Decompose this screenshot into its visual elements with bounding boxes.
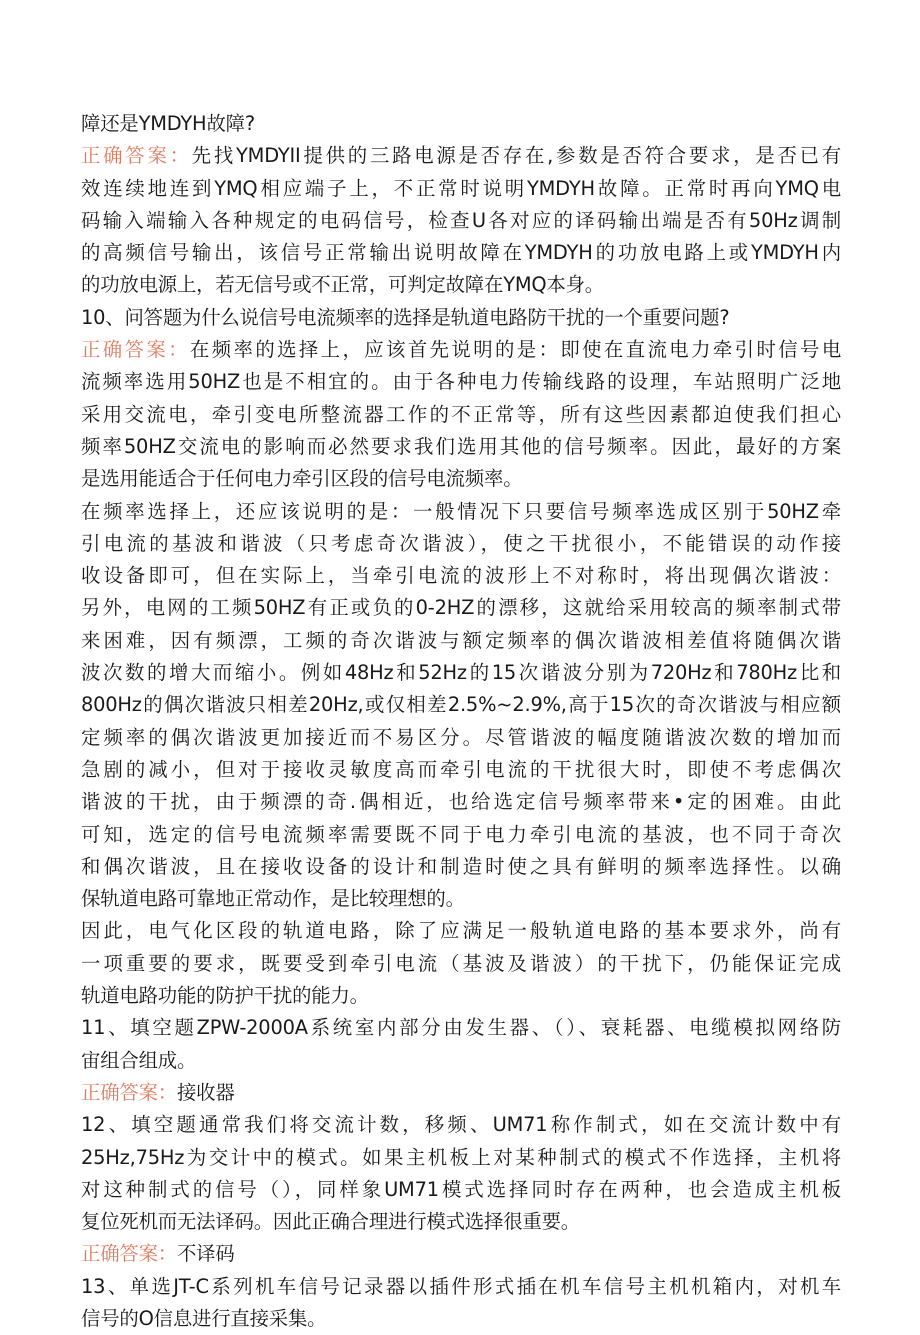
text-line [81, 819, 841, 851]
line-text: 12、填空题通常我们将交流计数，移频、UM71称作制式，如在交流计数中有 [81, 1113, 841, 1137]
text-line [81, 1142, 841, 1174]
line-text: 引电流的基波和谐波（只考虑奇次谐波），使之干扰很小，不能错误的动作接 [81, 531, 841, 555]
answer-label: 正确答案： [81, 1080, 177, 1104]
line-text: 定频率的偶次谐波更加接近而不易区分。尽管谐波的幅度随谐波次数的增加而 [81, 725, 841, 749]
text-line [81, 722, 841, 754]
text-line [81, 496, 841, 528]
line-text: 码输入端输入各种规定的电码信号，检查U各对应的译码输出端是否有50Hz调制 [81, 208, 841, 232]
line-text: 25Hz,75Hz为交计中的模式。如果主机板上对某种制式的模式不作选择，主机将 [81, 1145, 841, 1169]
text-line [81, 883, 841, 915]
answer-label: 正确答案： [81, 1242, 177, 1266]
text-line [81, 1174, 841, 1206]
text-line [81, 625, 841, 657]
line-text: 复位死机而无法译码。因此正确合理进行模式选择很重要。 [81, 1210, 580, 1234]
line-text: 因此，电气化区段的轨道电路，除了应满足一般轨道电路的基本要求外，尚有 [81, 919, 841, 943]
text-line [81, 851, 841, 883]
text-line [81, 592, 841, 624]
line-text: 宙组合组成。 [81, 1048, 197, 1072]
line-text: 和偶次谐波，且在接收设备的设计和制造时使之具有鲜明的频率选择性。以确 [81, 854, 841, 878]
line-text: 来困难，因有频漂，工频的奇次谐波与额定频率的偶次谐波相差值将随偶次谐 [81, 628, 841, 652]
line-text: 在频率选择上，还应该说明的是：一般情况下只要信号频率选成区别于50HZ牵 [81, 499, 841, 523]
line-text: 信号的O信息进行直接采集。 [81, 1306, 327, 1330]
text-line [81, 528, 841, 560]
answer-text: 在频率的选择上，应该首先说明的是：即使在直流电力牵引时信号电 [189, 338, 842, 362]
answer-text: 接收器 [176, 1080, 235, 1104]
text-line [81, 1109, 841, 1141]
answer-text: 先找YMDYII提供的三路电源是否存在,参数是否符合要求，是否已有 [191, 144, 841, 168]
text-line [81, 334, 841, 366]
text-line [81, 1077, 841, 1109]
line-text: 流频率选用50HZ也是不相宜的。由于各种电力传输线路的设理，车站照明广泛地 [81, 370, 841, 394]
text-line [81, 1206, 841, 1238]
text-line [81, 948, 841, 980]
text-line [81, 657, 841, 689]
text-line [81, 1271, 841, 1303]
line-text: 谐波的干扰，由于频漂的奇.偶相近，也给选定信号频率带来•定的困难。由此 [81, 790, 841, 814]
answer-text: 不译码 [176, 1242, 235, 1266]
text-line [81, 431, 841, 463]
text-line [81, 1045, 841, 1077]
text-line [81, 1238, 841, 1270]
text-line [81, 786, 841, 818]
text-line [81, 1303, 841, 1335]
text-line [81, 237, 841, 269]
text-line [81, 108, 841, 140]
line-text: 轨道电路功能的防护干扰的能力。 [81, 984, 369, 1008]
line-text: 频率50HZ交流电的影响而必然要求我们选用其他的信号频率。因此，最好的方案 [81, 434, 841, 458]
line-text: 是选用能适合于任何电力牵引区段的信号电流频率。 [81, 467, 523, 491]
line-text: 的功放电源上，若无信号或不正常，可判定故障在YMQ本身。 [81, 273, 605, 297]
line-text: 的高频信号输出，该信号正常输出说明故障在YMDYH的功放电路上或YMDYH内 [81, 241, 841, 265]
text-line [81, 689, 841, 721]
line-text: 10、问答题为什么说信号电流频率的选择是轨道电路防干扰的一个重要问题? [81, 305, 730, 329]
text-line [81, 980, 841, 1012]
line-text: 障还是YMDYH故障? [81, 112, 255, 135]
line-text: 波次数的增大而缩小。例如48Hz和52Hz的15次谐波分别为720Hz和780Hz比和 [81, 661, 841, 685]
line-text: 对这种制式的信号（），同样象UM71模式选择同时存在两种，也会造成主机板 [81, 1177, 841, 1201]
text-line [81, 399, 841, 431]
answer-label: 正确答案： [81, 338, 190, 362]
text-line [81, 560, 841, 592]
line-text: 保轨道电路可靠地正常动作，是比较理想的。 [81, 887, 465, 911]
line-text: 可知，选定的信号电流频率需要既不同于电力牵引电流的基波，也不同于奇次 [81, 822, 841, 846]
text-line [81, 754, 841, 786]
text-line [81, 915, 841, 947]
line-text: 13、单选JT-C系列机车信号记录器以插件形式插在机车信号主机机箱内，对机车 [81, 1274, 841, 1298]
text-line [81, 463, 841, 495]
line-text: 一项重要的要求，既要受到牵引电流（基波及谐波）的干扰下，仍能保证完成 [81, 951, 841, 975]
text-line [81, 269, 841, 301]
line-text: 另外，电网的工频50HZ有正或负的0-2HZ的漂移，这就给采用较高的频率制式带 [81, 596, 841, 620]
text-line [81, 140, 841, 172]
line-text: 急剧的减小，但对于接收灵敏度高而牵引电流的干扰很大时，即使不考虑偶次 [81, 757, 841, 781]
text-line [81, 302, 841, 334]
text-line [81, 173, 841, 205]
document-body [81, 108, 841, 1335]
line-text: 800Hz的偶次谐波只相差20Hz,或仅相差2.5%~2.9%,高于15次的奇次谐波与相应额 [81, 693, 841, 717]
line-text: 采用交流电，牵引变电所整流器工作的不正常等，所有这些因素都迫使我们担心 [81, 402, 841, 426]
text-line [81, 366, 841, 398]
line-text: 收设备即可，但在实际上，当牵引电流的波形上不对称时，将出现偶次谐波： [81, 564, 841, 588]
text-line [81, 205, 841, 237]
text-line [81, 1012, 841, 1044]
answer-label: 正确答案： [81, 144, 192, 168]
line-text: 效连续地连到YMQ相应端子上，不正常时说明YMDYH故障。正常时再向YMQ电 [81, 176, 841, 200]
line-text: 11、填空题ZPW-2000A系统室内部分由发生器、（）、衰耗器、电缆模拟网络防 [81, 1016, 841, 1040]
